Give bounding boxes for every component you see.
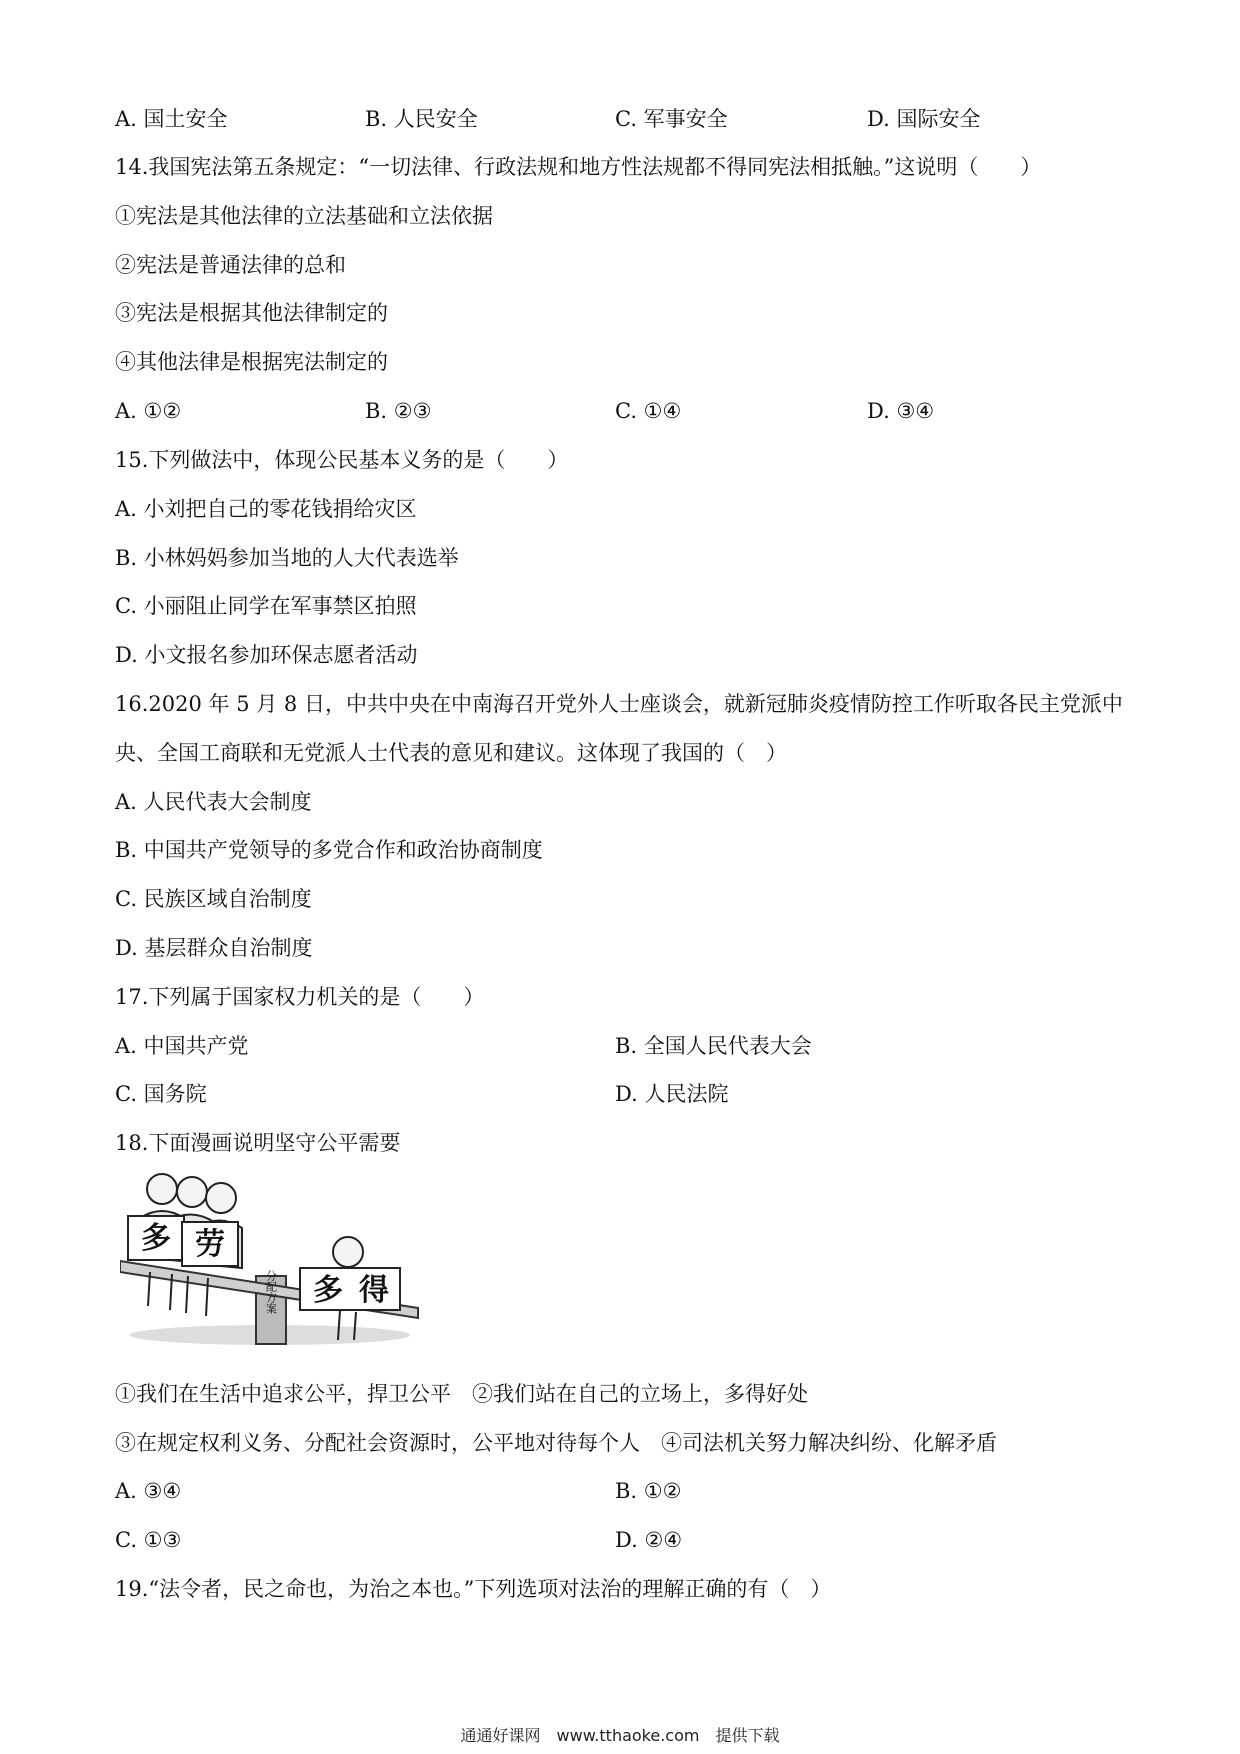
- fairness-cartoon: [120, 1168, 420, 1353]
- q17-options-row-2: [115, 1079, 1135, 1109]
- q15-stem: 15.下列做法中，体现公民基本义务的是（ ）: [115, 448, 569, 472]
- q17-stem: 17.下列属于国家权力机关的是（ ）: [115, 985, 485, 1009]
- q14-stem: 14.我国宪法第五条规定：“一切法律、行政法规和地方性法规都不得同宪法相抵触。”这说明（ ）: [115, 155, 1042, 179]
- q14-item-3: ③宪法是根据其他法律制定的: [115, 301, 388, 325]
- q13-options: [115, 104, 1135, 134]
- q14-option-d: D. ③④: [867, 399, 935, 423]
- q18-option-a: A. ③④: [115, 1479, 182, 1503]
- q13-option-c: C. 军事安全: [615, 107, 728, 131]
- q14-option-c: C. ①④: [615, 399, 682, 423]
- q16-option-c: C. 民族区域自治制度: [115, 887, 312, 911]
- q16-stem-line-2: 央、全国工商联和无党派人士代表的意见和建议。这体现了我国的（ ）: [115, 741, 787, 765]
- q18-option-b: B. ①②: [615, 1479, 682, 1503]
- q17-option-c: C. 国务院: [115, 1082, 207, 1106]
- q18-items-line-2: ③在规定权利义务、分配社会资源时，公平地对待每个人 ④司法机关努力解决纠纷、化解矛盾: [115, 1431, 997, 1455]
- sign-right-2-text: 得: [359, 1273, 389, 1308]
- q15-option-a: A. 小刘把自己的零花钱捐给灾区: [115, 497, 417, 521]
- q15-option-c: C. 小丽阻止同学在军事禁区拍照: [115, 594, 417, 618]
- sign-left-2-text: 劳: [195, 1227, 225, 1262]
- q13-option-a: A. 国土安全: [115, 107, 228, 131]
- q15-option-b: B. 小林妈妈参加当地的人大代表选举: [115, 546, 459, 570]
- q18-items-line-1: ①我们在生活中追求公平，捍卫公平 ②我们站在自己的立场上，多得好处: [115, 1382, 808, 1406]
- q14-options: [115, 396, 1135, 426]
- q13-option-b: B. 人民安全: [365, 107, 478, 131]
- q14-item-1: ①宪法是其他法律的立法基础和立法依据: [115, 204, 493, 228]
- q17-options-row-1: [115, 1031, 1135, 1061]
- q16-option-a: A. 人民代表大会制度: [115, 790, 312, 814]
- q17-option-b: B. 全国人民代表大会: [615, 1034, 812, 1058]
- fulcrum-label: 分配方案: [264, 1270, 278, 1314]
- q18-stem: 18.下面漫画说明坚守公平需要: [115, 1131, 401, 1155]
- q14-option-b: B. ②③: [365, 399, 432, 423]
- q14-option-a: A. ①②: [115, 399, 182, 423]
- q18-option-c: C. ①③: [115, 1528, 182, 1552]
- sign-right-1-text: 多: [313, 1273, 343, 1308]
- sign-left-1-text: 多: [141, 1221, 171, 1256]
- q14-item-4: ④其他法律是根据宪法制定的: [115, 350, 388, 374]
- q16-stem-line-1: 16.2020 年 5 月 8 日，中共中央在中南海召开党外人士座谈会，就新冠肺炎疫情防控工作听取各民主党派中: [115, 692, 1123, 716]
- page-footer: 通通好课网 www.tthaoke.com 提供下载: [460, 1726, 780, 1745]
- q18-option-d: D. ②④: [615, 1528, 683, 1552]
- q16-option-d: D. 基层群众自治制度: [115, 936, 313, 960]
- q18-options-row-2: [115, 1525, 1135, 1555]
- q18-options-row-1: [115, 1476, 1135, 1506]
- q17-option-d: D. 人民法院: [615, 1082, 729, 1106]
- q17-option-a: A. 中国共产党: [115, 1034, 249, 1058]
- q14-item-2: ②宪法是普通法律的总和: [115, 253, 346, 277]
- q19-stem: 19.“法令者，民之命也，为治之本也。”下列选项对法治的理解正确的有（ ）: [115, 1577, 832, 1601]
- q15-option-d: D. 小文报名参加环保志愿者活动: [115, 643, 418, 667]
- q16-option-b: B. 中国共产党领导的多党合作和政治协商制度: [115, 838, 543, 862]
- q13-option-d: D. 国际安全: [867, 107, 981, 131]
